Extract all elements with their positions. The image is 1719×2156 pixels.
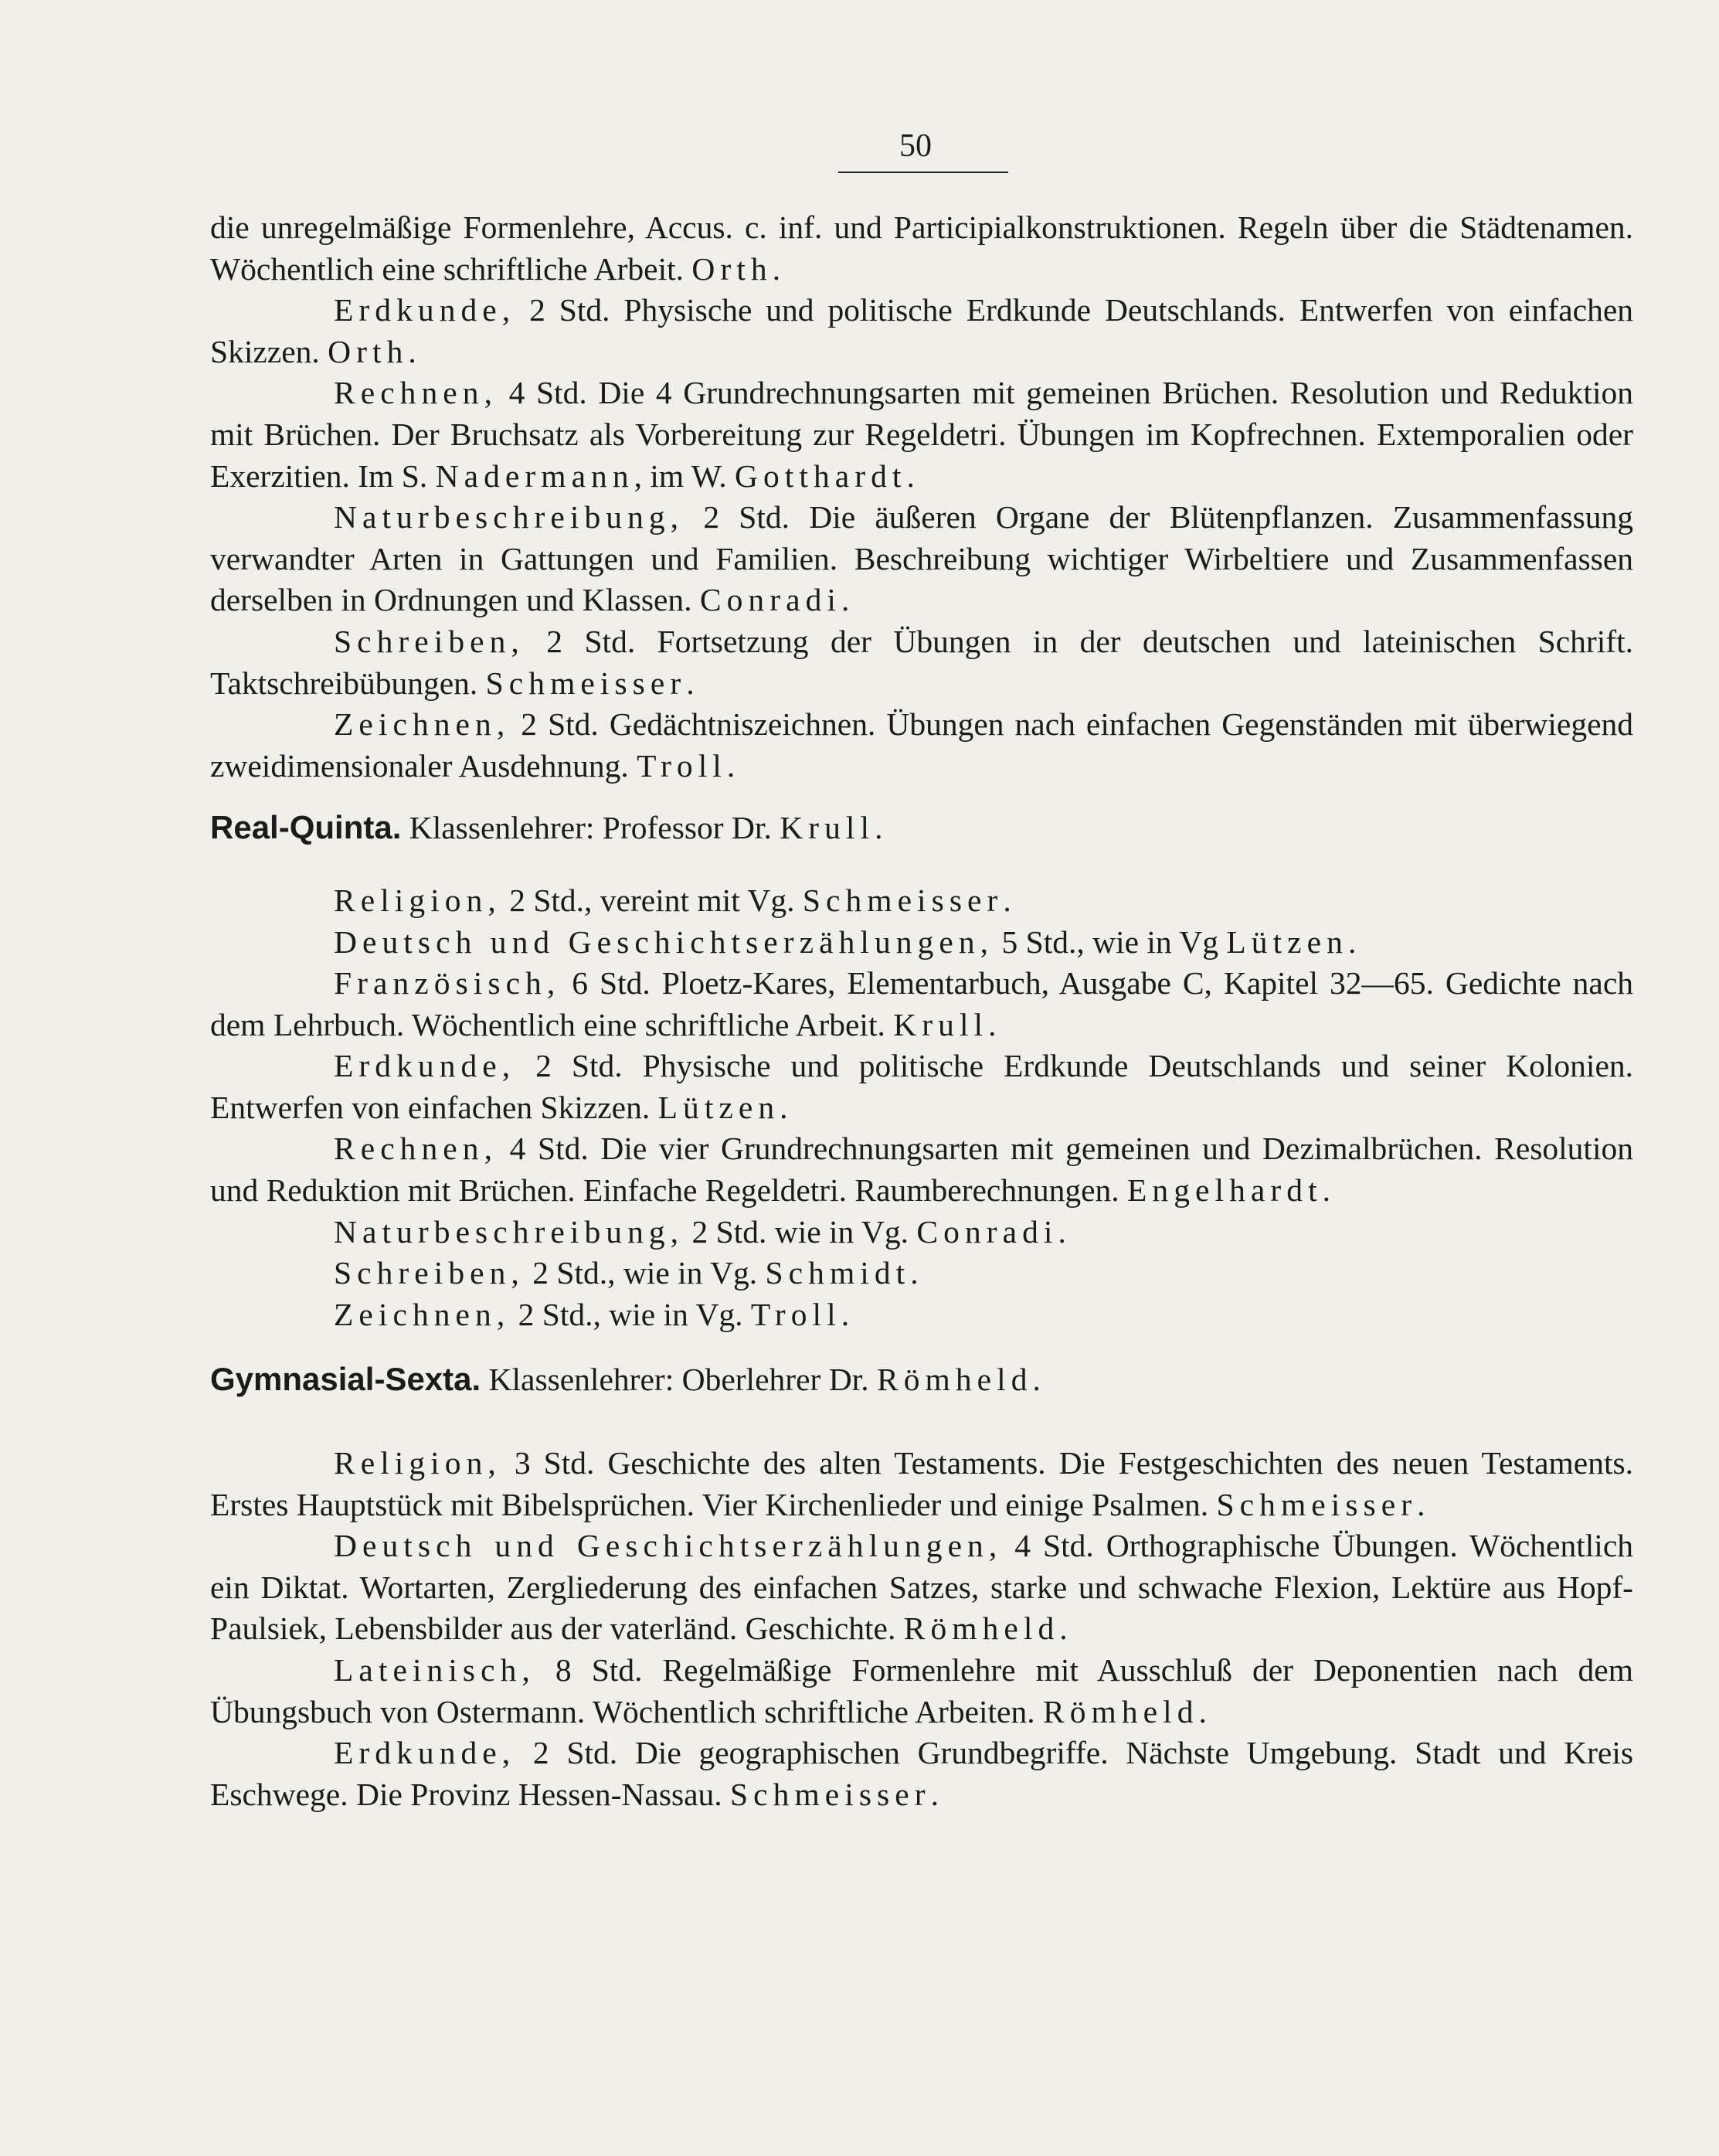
paragraph: Religion, 2 Std., vereint mit Vg. Schmeisser. (334, 882, 1011, 918)
class-teacher-label: Klassenlehrer: Professor Dr. (409, 810, 772, 846)
subject-name: Naturbeschreibung, (334, 1213, 685, 1250)
teacher-name: Troll (637, 747, 727, 784)
body-text (210, 207, 1633, 1815)
subject-name: Erdkunde, (334, 1048, 516, 1084)
paragraph: Zeichnen, 2 Std., wie in Vg. Troll. (334, 1296, 850, 1332)
class-teacher-name: Römheld (876, 1362, 1033, 1398)
teacher-name: Schmeisser (730, 1776, 931, 1812)
subject-name: Französisch, (334, 965, 561, 1001)
class-title: Real-Quinta. (210, 809, 402, 846)
page-number: 50 (899, 128, 932, 164)
teacher-name: Gotthardt (734, 457, 907, 494)
subject-name: Naturbeschreibung, (334, 499, 685, 536)
paragraph: Rechnen, 4 Std. Die vier Grundrechnungsarten mit gemeinen und Dezimalbrüchen. Resolution und Reduktion mit Brüchen. Einfache Regeldetri. Raumberechnungen. Engelhardt. (210, 1131, 1633, 1209)
paragraph: Erdkunde, 2 Std. Physische und politische Erdkunde Deutschlands und seiner Kolonien. Entwerfen von einfachen Skizzen. Lützen. (210, 1048, 1633, 1125)
paragraph: Lateinisch, 8 Std. Regelmäßige Formenlehre mit Ausschluß der Deponentien nach dem Übungsbuch von Ostermann. Wöchentlich schriftliche Arbeiten. Römheld. (210, 1652, 1633, 1729)
paragraph: Französisch, 6 Std. Ploetz-Kares, Elementarbuch, Ausgabe C, Kapitel 32—65. Gedichte nach dem Lehrbuch. Wöchentlich eine schriftliche Arbeit. Krull. (210, 965, 1633, 1042)
teacher-name: Schmeisser (802, 882, 1004, 918)
paragraph: Naturbeschreibung, 2 Std. Die äußeren Organe der Blütenpflanzen. Zusammenfassung verwandter Arten in Gattungen und Familien. Beschreibung wichtiger Wirbeltiere und Zusammenfassen derselben in Ordnungen und Klassen. Conradi. (210, 499, 1633, 618)
teacher-name: Nadermann (435, 457, 634, 494)
subject-name: Erdkunde, (334, 1735, 516, 1771)
subject-name: Erdkunde, (334, 292, 516, 328)
paragraph: Schreiben, 2 Std. Fortsetzung der Übungen in der deutschen und lateinischen Schrift. Taktschreibübungen. Schmeisser. (210, 623, 1633, 701)
teacher-name: Schmeisser (485, 665, 687, 701)
paragraph: Erdkunde, 2 Std. Die geographischen Grundbegriffe. Nächste Umgebung. Stadt und Kreis Eschwege. Die Provinz Hessen-Nassau. Schmeisser. (210, 1735, 1633, 1812)
paragraph: Rechnen, 4 Std. Die 4 Grundrechnungsarten mit gemeinen Brüchen. Resolution und Reduktion mit Brüchen. Der Bruchsatz als Vorbereitung zur Regeldetri. Übungen im Kopfrechnen. Extemporalien oder Exerzitien. Im S. Nadermann, im W. Gotthardt. (210, 375, 1633, 494)
teacher-name: Römheld (903, 1610, 1060, 1647)
subject-name: Zeichnen, (334, 706, 511, 743)
teacher-name: Conradi (916, 1213, 1058, 1250)
subject-name: Rechnen, (334, 1131, 498, 1167)
paragraph: Religion, 3 Std. Geschichte des alten Testaments. Die Festgeschichten des neuen Testaments. Erstes Hauptstück mit Bibelsprüchen. Vier Kirchenlieder und einige Psalmen. Schmeisser. (210, 1445, 1633, 1522)
class-title: Gymnasial-Sexta. (210, 1361, 481, 1398)
subject-name: Schreiben, (334, 623, 525, 659)
subject-name: Zeichnen, (334, 1296, 511, 1332)
paragraph: Schreiben, 2 Std., wie in Vg. Schmidt. (334, 1255, 919, 1291)
header-rule (838, 172, 1008, 173)
class-teacher-label: Klassenlehrer: Oberlehrer Dr. (488, 1362, 869, 1398)
teacher-name: Schmeisser (1216, 1486, 1418, 1522)
teacher-name: Troll (750, 1296, 841, 1332)
teacher-name: Lützen (1226, 923, 1348, 960)
class-teacher-name: Krull (780, 810, 875, 846)
teacher-name: Orth (691, 250, 773, 287)
teacher-name: Lützen (657, 1089, 780, 1125)
subject-name: Rechnen, (334, 375, 498, 411)
paragraph: Naturbeschreibung, 2 Std. wie in Vg. Conradi. (334, 1213, 1066, 1250)
teacher-name: Schmidt (765, 1255, 911, 1291)
teacher-name: Orth (328, 333, 409, 369)
paragraph: Zeichnen, 2 Std. Gedächtniszeichnen. Übungen nach einfachen Gegenständen mit überwiegend zweidimensionaler Ausdehnung. Troll. (210, 706, 1633, 784)
paragraph: die unregelmäßige Formenlehre, Accus. c. inf. und Participialkonstruktionen. Regeln über die Städtenamen. Wöchentlich eine schriftliche Arbeit. Orth. (210, 209, 1633, 287)
paragraph: Erdkunde, 2 Std. Physische und politische Erdkunde Deutschlands. Entwerfen von einfachen Skizzen. Orth. (210, 292, 1633, 369)
subject-name: Deutsch und Geschichtserzählungen, (334, 923, 994, 960)
subject-name: Deutsch und Geschichtserzählungen, (334, 1528, 1003, 1564)
subject-name: Lateinisch, (334, 1652, 535, 1688)
subject-name: Religion, (334, 1445, 501, 1481)
teacher-name: Krull (893, 1006, 989, 1042)
section-heading-real-quinta: Real-Quinta. Klassenlehrer: Professor Dr. Krull. (210, 809, 883, 846)
teacher-name: Römheld (1042, 1693, 1199, 1729)
teacher-name: Conradi (699, 582, 841, 618)
teacher-name: Engelhardt (1127, 1172, 1323, 1209)
subject-name: Schreiben, (334, 1255, 525, 1291)
paragraph: Deutsch und Geschichtserzählungen, 4 Std. Orthographische Übungen. Wöchentlich ein Diktat. Wortarten, Zergliederung des einfachen Satzes, starke und schwache Flexion, Lektüre aus Hopf-Paulsiek, Lebensbilder aus der vaterländ. Geschichte. Römheld. (210, 1528, 1633, 1647)
paragraph: Deutsch und Geschichtserzählungen, 5 Std., wie in Vg Lützen. (334, 923, 1357, 960)
section-heading-gymnasial-sexta: Gymnasial-Sexta. Klassenlehrer: Oberlehrer Dr. Römheld. (210, 1361, 1041, 1398)
subject-name: Religion, (334, 882, 501, 918)
